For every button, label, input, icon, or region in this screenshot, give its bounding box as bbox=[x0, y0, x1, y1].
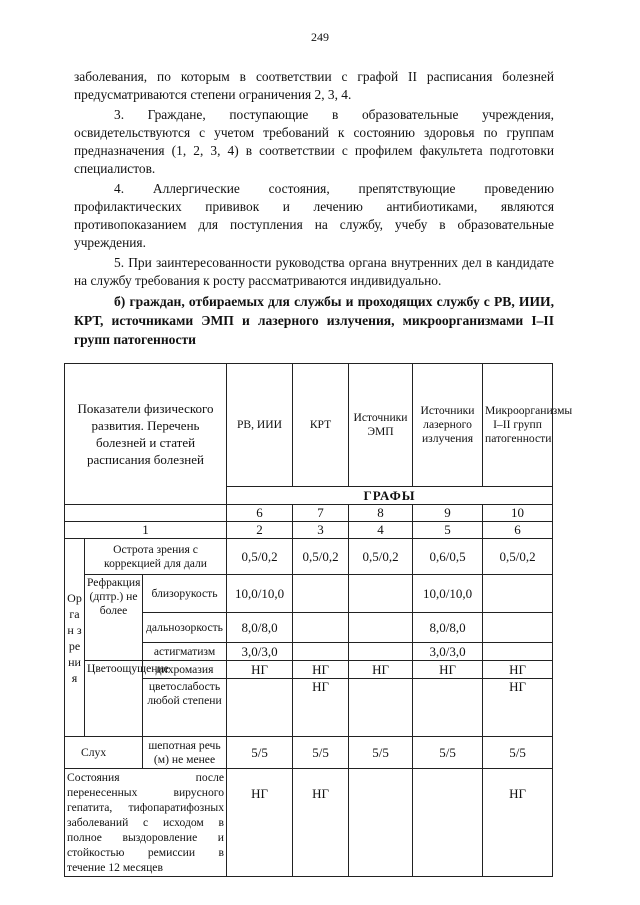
sluh-value: 5/5 bbox=[349, 737, 413, 769]
gepatit-value: НГ bbox=[483, 769, 553, 877]
gepatit-value bbox=[349, 769, 413, 877]
refrakciya-value bbox=[349, 643, 413, 661]
refrakciya-value bbox=[483, 575, 553, 613]
section-heading: б) граждан, отбираемых для службы и проходящих службу с РВ, ИИИ, КРТ, источниками ЭМП и лазерного излучения, микроорганизмами I–II групп патогенности bbox=[74, 294, 554, 347]
paragraph-1: заболевания, по которым в соответствии с графой II расписания болезней предусматриваются степени ограничения 2, 3, 4. bbox=[74, 69, 554, 102]
refrakciya-value bbox=[349, 613, 413, 643]
cvet-sublabel: цветослабость любой степени bbox=[143, 679, 227, 737]
sluh-row bbox=[65, 737, 553, 769]
col-header-emp: Источники ЭМП bbox=[349, 364, 413, 487]
gepatit-value: НГ bbox=[227, 769, 293, 877]
column-numbers-row bbox=[65, 522, 553, 539]
col-number: 2 bbox=[227, 522, 293, 539]
body-text bbox=[74, 68, 554, 292]
ostrota-value: 0,5/0,2 bbox=[293, 539, 349, 575]
col-number: 4 bbox=[349, 522, 413, 539]
table-header-row bbox=[65, 364, 553, 487]
grafy-numbers-row bbox=[65, 505, 553, 522]
refrakciya-value: 8,0/8,0 bbox=[227, 613, 293, 643]
medical-requirements-table bbox=[64, 363, 573, 877]
cvet-value: НГ bbox=[483, 679, 553, 737]
cvet-sublabel: дихромазия bbox=[143, 661, 227, 679]
gepatit-value bbox=[413, 769, 483, 877]
grafy-number: 6 bbox=[227, 505, 293, 522]
sluh-sublabel: шепотная речь (м) не менее bbox=[143, 737, 227, 769]
col-header-rv: РВ, ИИИ bbox=[227, 364, 293, 487]
refrakciya-sublabel: дальнозоркость bbox=[143, 613, 227, 643]
cvet-value bbox=[227, 679, 293, 737]
paragraph-3: 4. Аллергические состояния, препятствующие проведению профилактических прививок и лечению антибиотиками, являются противопоказанием для поступления на службу, учебу в образовательные учреждения. bbox=[74, 181, 554, 250]
paragraph-2: 3. Граждане, поступающие в образовательные учреждения, освидетельствуются с учетом требований к состоянию здоровья по группам предназначения (1, 2, 3, 4) в соответствии с профилем факультета подготовки специалистов. bbox=[74, 107, 554, 176]
refrakciya-value bbox=[293, 613, 349, 643]
col-header-krt: КРТ bbox=[293, 364, 349, 487]
cvet-row-1 bbox=[65, 661, 553, 679]
col-header-micro: Микроорганизмы I–II групп патогенности bbox=[483, 364, 553, 487]
gepatit-label: Состояния после перенесенных вирусного гепатита, тифопаратифозных заболеваний с исходом в полное выздоровление и стойкостью ремиссии в течение 12 месяцев bbox=[65, 769, 227, 877]
col-number: 3 bbox=[293, 522, 349, 539]
ostrota-row bbox=[65, 539, 553, 575]
ostrota-label: Острота зрения с коррекцией для дали bbox=[85, 539, 227, 575]
col-number: 1 bbox=[65, 522, 227, 539]
refrakciya-value bbox=[293, 575, 349, 613]
ostrota-value: 0,5/0,2 bbox=[227, 539, 293, 575]
grafy-label: ГРАФЫ bbox=[227, 487, 553, 505]
refrakciya-value bbox=[483, 613, 553, 643]
refrakciya-value: 8,0/8,0 bbox=[413, 613, 483, 643]
sluh-value: 5/5 bbox=[227, 737, 293, 769]
gepatit-row bbox=[65, 769, 553, 877]
refrakciya-sublabel: близорукость bbox=[143, 575, 227, 613]
cvet-value: НГ bbox=[483, 661, 553, 679]
cvet-value: НГ bbox=[413, 661, 483, 679]
refrakciya-value bbox=[483, 643, 553, 661]
paragraph-4: 5. При заинтересованности руководства органа внутренних дел в кандидате на службу требования к росту рассматриваются индивидуально. bbox=[74, 255, 554, 288]
page-number: 249 bbox=[311, 30, 329, 44]
ostrota-value: 0,6/0,5 bbox=[413, 539, 483, 575]
refrakciya-value: 10,0/10,0 bbox=[413, 575, 483, 613]
refrakciya-row-1 bbox=[65, 575, 553, 613]
refrakciya-value: 3,0/3,0 bbox=[413, 643, 483, 661]
refrakciya-value bbox=[349, 575, 413, 613]
col-number: 5 bbox=[413, 522, 483, 539]
cvet-value bbox=[413, 679, 483, 737]
grafy-number: 9 bbox=[413, 505, 483, 522]
col-number: 6 bbox=[483, 522, 553, 539]
cvet-value: НГ bbox=[293, 679, 349, 737]
header-main-cell: Показатели физического развития. Перечень болезней и статей расписания болезней bbox=[65, 364, 227, 505]
cvet-value bbox=[349, 679, 413, 737]
refrakciya-sublabel: астигматизм bbox=[143, 643, 227, 661]
cvet-value: НГ bbox=[349, 661, 413, 679]
sluh-value: 5/5 bbox=[293, 737, 349, 769]
col-header-laser: Источники лазерного излучения bbox=[413, 364, 483, 487]
ostrota-value: 0,5/0,2 bbox=[349, 539, 413, 575]
grafy-number: 8 bbox=[349, 505, 413, 522]
sluh-label: Слух bbox=[65, 737, 143, 769]
grafy-number: 7 bbox=[293, 505, 349, 522]
refrakciya-label: Рефракция (дптр.) не более bbox=[85, 575, 143, 661]
cvet-label: Цветоощущение bbox=[85, 661, 143, 737]
organ-zreniya-label: Орган зрения bbox=[65, 539, 85, 737]
grafy-blank bbox=[65, 505, 227, 522]
refrakciya-value: 3,0/3,0 bbox=[227, 643, 293, 661]
gepatit-value: НГ bbox=[293, 769, 349, 877]
cvet-value: НГ bbox=[227, 661, 293, 679]
refrakciya-value: 10,0/10,0 bbox=[227, 575, 293, 613]
cvet-value: НГ bbox=[293, 661, 349, 679]
sluh-value: 5/5 bbox=[413, 737, 483, 769]
refrakciya-value bbox=[293, 643, 349, 661]
grafy-number: 10 bbox=[483, 505, 553, 522]
ostrota-value: 0,5/0,2 bbox=[483, 539, 553, 575]
sluh-value: 5/5 bbox=[483, 737, 553, 769]
